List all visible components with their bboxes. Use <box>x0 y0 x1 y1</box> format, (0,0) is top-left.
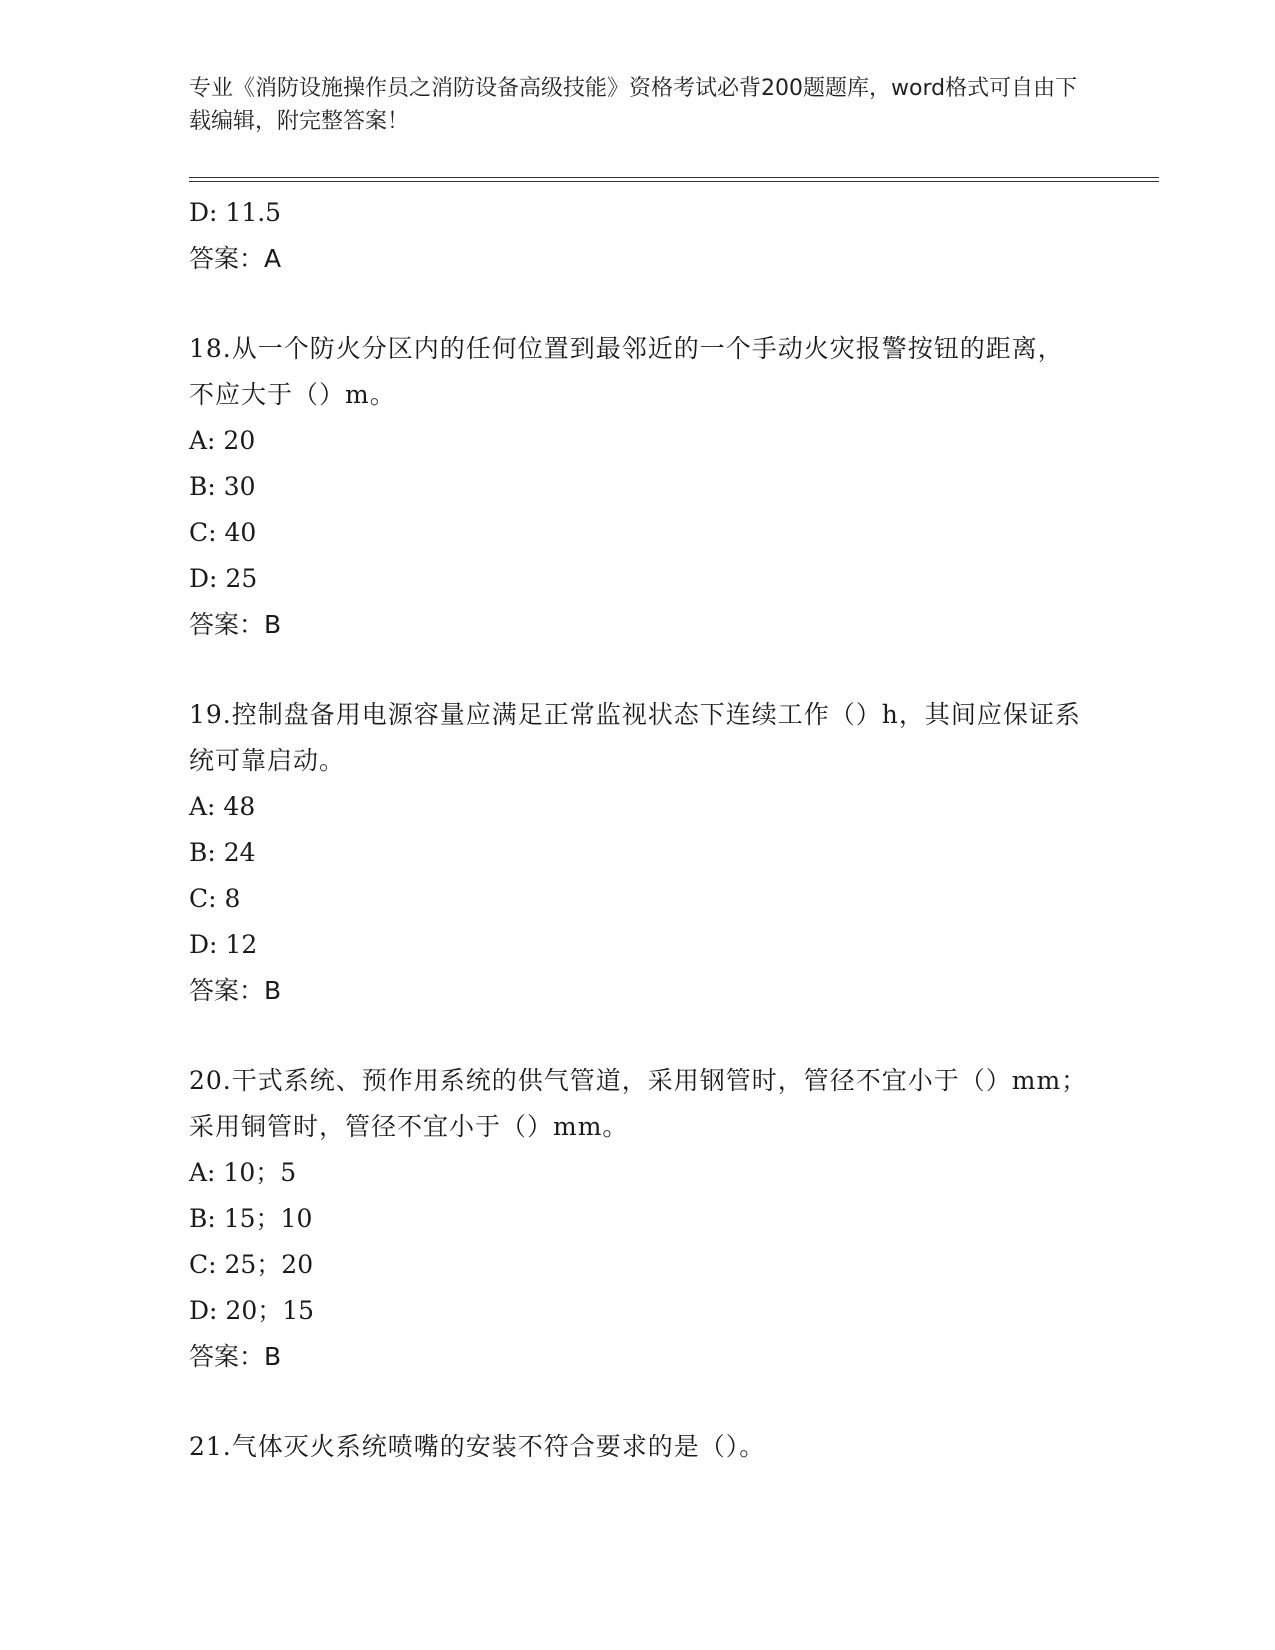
page-title: 专业《消防设施操作员之消防设备高级技能》资格考试必背200题题库，word格式可自由下载编辑，附完整答案！ <box>189 76 1078 134</box>
option-b: B: 30 <box>189 472 256 501</box>
answer-line: 答案：B <box>189 610 282 639</box>
option-a: A: 20 <box>189 426 256 455</box>
question-stem: 20.干式系统、预作用系统的供气管道，采用钢管时，管径不宜小于（）mm；采用铜管时，管径不宜小于（）mm。 <box>189 1066 1088 1141</box>
question-19 <box>189 692 1089 1014</box>
option-d: D: 20；15 <box>189 1296 315 1325</box>
option-a: A: 48 <box>189 792 256 821</box>
question-stem: 21.气体灭火系统喷嘴的安装不符合要求的是（）。 <box>189 1432 766 1461</box>
option-b: B: 24 <box>189 838 256 867</box>
answer-line: 答案：B <box>189 976 282 1005</box>
question-list <box>189 190 1089 1470</box>
option-a: A: 10；5 <box>189 1158 297 1187</box>
option-d: D: 11.5 <box>189 198 282 227</box>
option-c: C: 8 <box>189 884 241 913</box>
option-c: C: 40 <box>189 518 257 547</box>
answer-line: 答案：B <box>189 1342 282 1371</box>
question-18 <box>189 326 1089 648</box>
option-d: D: 25 <box>189 564 258 593</box>
option-b: B: 15；10 <box>189 1204 313 1233</box>
question-21 <box>189 1424 1089 1470</box>
header-divider <box>189 177 1159 182</box>
question-stem: 19.控制盘备用电源容量应满足正常监视状态下连续工作（）h，其间应保证系统可靠启动。 <box>189 700 1081 775</box>
option-d: D: 12 <box>189 930 258 959</box>
option-c: C: 25；20 <box>189 1250 314 1279</box>
question-stem: 18.从一个防火分区内的任何位置到最邻近的一个手动火灾报警按钮的距离，不应大于（）m。 <box>189 334 1064 409</box>
answer-line: 答案：A <box>189 244 282 273</box>
question-20 <box>189 1058 1089 1380</box>
